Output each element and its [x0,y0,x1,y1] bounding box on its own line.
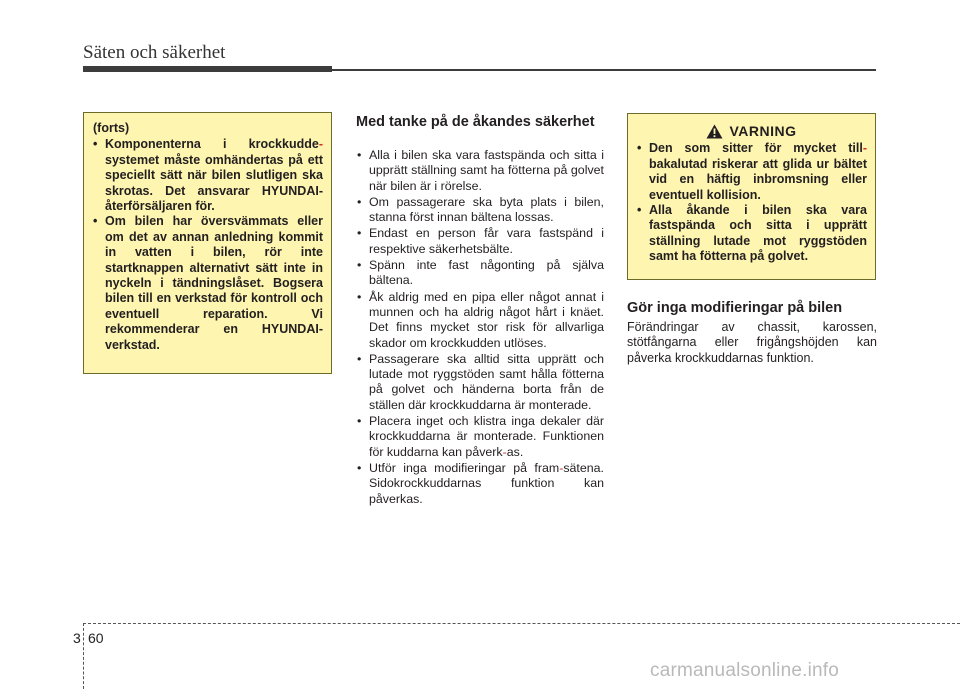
warning-triangle-icon [706,124,723,139]
footer-rule [83,623,960,624]
chapter-number: 3 [73,630,81,646]
continued-label: (forts) [93,121,130,135]
list-item: • Alla i bilen ska vara fastspända och sitta i upprätt ställning samt ha fötterna på golvet när bilen är i rörelse. [356,148,604,194]
note-item: • Komponenterna i krockkudde-systemet måste omhändertas på ett speciellt sätt när bilen slutligen ska skrotas. Det ansvarar HYUNDAI-återförsäljaren för. [92,137,323,214]
warning-header [636,124,867,139]
warning-item: • Den som sitter för mycket till-bakalutad riskerar att glida ur bältet vid en häftig inbromsning eller eventuell kollision. [636,141,867,203]
header-rule-thin [332,69,876,71]
page-number: 60 [88,630,104,646]
warning-box [627,113,876,280]
header-rule-thick [83,66,332,72]
occupant-safety-heading: Med tanke på de åkandes säkerhet [356,114,595,130]
list-item: • Passagerare ska alltid sitta upprätt och lutade mot ryggstöden samt hålla fötterna på golvet och händerna borta från de ställen där krockkuddarna är monterade. [356,352,604,413]
warning-title: VARNING [729,123,797,139]
continued-note-box [83,112,332,374]
list-item: • Spänn inte fast någonting på själva bältena. [356,258,604,289]
list-item: • Om passagerare ska byta plats i bilen, stanna först innan bältena lossas. [356,195,604,226]
note-item: • Om bilen har översvämmats eller om det av annan anledning kommit in vatten i bilen, rör inte startknappen alternativt sätt inte in nyckeln i tändningslåset. Bogsera bilen till en verkstad för kontroll och eventuell reparation. Vi rekommenderar en HYUNDAI-verkstad. [92,214,323,353]
warning-item: • Alla åkande i bilen ska vara fastspända och sitta i upprätt ställning lutade mot ryggstöden samt ha fötterna på golvet. [636,203,867,265]
list-item: • Utför inga modifieringar på fram-sätena. Sidokrockkuddarnas funktion kan påverkas. [356,461,604,507]
modifications-heading: Gör inga modifieringar på bilen [627,300,843,316]
occupant-safety-list [356,148,604,508]
watermark: carmanualsonline.info [650,660,840,681]
list-item: • Åk aldrig med en pipa eller något annat i munnen och ha aldrig något hårt i knäet. Det finns mycket stor risk för allvarliga skador om krockkudden utlöses. [356,290,604,351]
modifications-paragraph: Förändringar av chassit, karossen, stötfångarna eller frigångshöjden kan påverka krockkuddarnas funktion. [627,320,877,365]
footer-divider [83,623,84,689]
list-item: • Placera inget och klistra inga dekaler där krockkuddarna är monterade. Funktionen för kuddarna kan påverk-as. [356,414,604,460]
list-item: • Endast en person får vara fastspänd i respektive säkerhetsbälte. [356,226,604,257]
section-title: Säten och säkerhet [83,42,226,63]
